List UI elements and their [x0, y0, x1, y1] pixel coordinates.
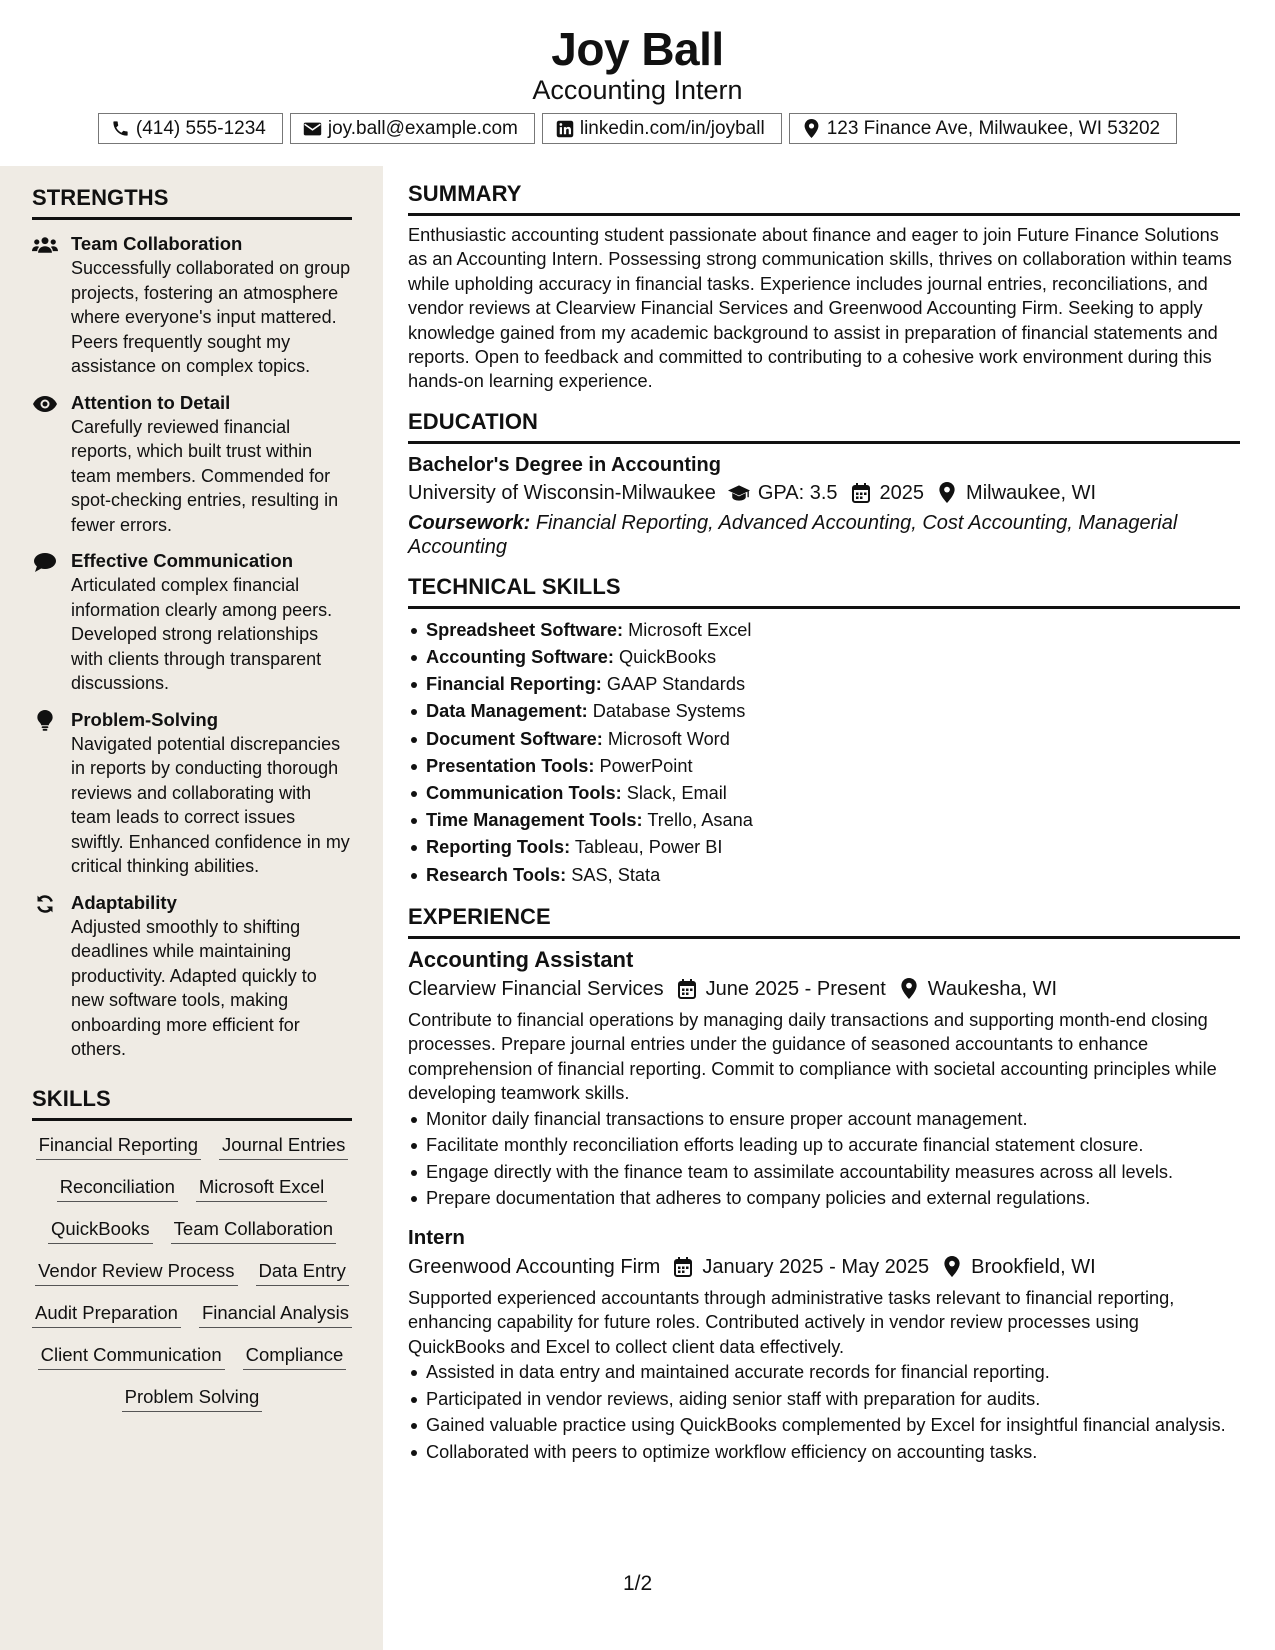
contact-address-text: 123 Finance Ave, Milwaukee, WI 53202	[826, 118, 1161, 139]
skill-value: Database Systems	[592, 701, 746, 722]
list-item	[408, 644, 1240, 671]
skill-value: QuickBooks	[619, 647, 717, 668]
skill-value: Tableau, Power BI	[574, 837, 723, 858]
strength-item	[32, 549, 352, 696]
contact-linkedin-text: linkedin.com/in/joyball	[579, 118, 765, 139]
skill-tag: Reconciliation	[57, 1175, 178, 1202]
contact-email-text: joy.ball@example.com	[327, 118, 518, 139]
summary-section	[408, 180, 1240, 394]
skill-label: Accounting Software:	[426, 647, 614, 668]
contact-bar	[0, 113, 1275, 144]
job-entry	[408, 1224, 1240, 1466]
strength-title: Effective Communication	[71, 550, 294, 571]
job-meta	[408, 974, 1240, 1004]
skill-value: Microsoft Word	[607, 728, 730, 749]
skill-label: Data Management:	[426, 701, 588, 722]
sidebar	[0, 166, 383, 1650]
contact-email[interactable]	[290, 113, 535, 144]
list-item: Facilitate monthly reconciliation efforts leading up to accurate financial statement closure.	[408, 1132, 1240, 1159]
map-pin-icon	[898, 978, 920, 1000]
skill-tag: QuickBooks	[48, 1217, 153, 1244]
eye-icon	[32, 394, 58, 414]
list-item: Collaborated with peers to optimize workflow efficiency on accounting tasks.	[408, 1439, 1240, 1466]
envelope-icon	[303, 119, 323, 139]
job-description: Supported experienced accountants through administrative tasks relevant to financial reporting, enhancing capability for future roles. Contributed actively in vendor review processes using QuickBooks and Excel to collect client data effectively.	[408, 1287, 1175, 1357]
skills-list	[32, 1133, 352, 1412]
skill-label: Document Software:	[426, 728, 603, 749]
calendar-icon	[676, 978, 698, 1000]
list-item	[408, 862, 1240, 889]
skill-tag: Microsoft Excel	[196, 1175, 327, 1202]
calendar-icon	[672, 1256, 694, 1278]
skill-tag: Vendor Review Process	[35, 1259, 237, 1286]
summary-text: Enthusiastic accounting student passionate about finance and eager to join Future Finance Solutions as an Accounting Intern. Possessing strong communication skills, thrives on collaboration within teams while upholding accuracy in financial tasks. Experience includes journal entries, reconciliations, and vendor reviews at Clearview Financial Services and Greenwood Accounting Firm. Seeking to apply knowledge gained from my academic background to assist in preparation of financial statements and reports. Open to feedback and committed to contributing to a cohesive work environment during this hands-on learning experience.	[408, 225, 1232, 392]
strength-item	[32, 891, 352, 1062]
job-bullets	[408, 1106, 1240, 1212]
summary-heading: SUMMARY	[408, 180, 1240, 216]
degree-title: Bachelor's Degree in Accounting	[408, 453, 721, 476]
skill-value: Slack, Email	[626, 783, 727, 804]
skill-label: Research Tools:	[426, 864, 567, 885]
phone-icon	[111, 119, 131, 139]
skill-tag: Client Communication	[38, 1343, 225, 1370]
experience-section	[408, 903, 1240, 1466]
coursework	[408, 511, 1240, 559]
strength-item	[32, 232, 352, 379]
skill-label: Communication Tools:	[426, 783, 622, 804]
lightbulb-icon	[32, 711, 58, 731]
contact-phone-text: (414) 555-1234	[135, 118, 266, 139]
coursework-label: Coursework:	[408, 511, 531, 534]
contact-address[interactable]	[789, 113, 1177, 144]
calendar-icon	[850, 482, 872, 504]
list-item	[408, 698, 1240, 725]
speech-bubble-icon	[32, 552, 58, 572]
map-pin-icon	[802, 119, 822, 139]
list-item: Gained valuable practice using QuickBooks complemented by Excel for insightful financial analysis.	[408, 1412, 1240, 1439]
skill-label: Reporting Tools:	[426, 837, 571, 858]
skill-value: Trello, Asana	[647, 810, 753, 831]
strength-description: Carefully reviewed financial reports, which built trust within team members. Commended for spot-checking entries, resulting in fewer errors.	[71, 416, 339, 535]
skill-tag: Compliance	[243, 1343, 347, 1370]
education-section	[408, 408, 1240, 559]
list-item: Engage directly with the finance team to assimilate accountability measures across all levels.	[408, 1159, 1240, 1186]
job-description: Contribute to financial operations by managing daily transactions and supporting month-end closing processes. Prepare journal entries under the guidance of seasoned accountants to enhance comprehension of financial reporting. Commit to compliance with societal accounting principles while developing teamwork skills.	[408, 1009, 1217, 1104]
list-item	[408, 617, 1240, 644]
technical-skills-heading: TECHNICAL SKILLS	[408, 573, 1240, 609]
job-location: Waukesha, WI	[927, 977, 1058, 1000]
job-bullets	[408, 1359, 1240, 1466]
skill-value: GAAP Standards	[606, 674, 746, 695]
skill-value: SAS, Stata	[571, 864, 661, 885]
coursework-list: Financial Reporting, Advanced Accounting, Cost Accounting, Managerial Accounting	[408, 511, 1178, 558]
strength-title: Adaptability	[71, 891, 177, 913]
list-item: Prepare documentation that adheres to company policies and external regulations.	[408, 1185, 1240, 1212]
users-icon	[32, 235, 58, 255]
experience-heading: EXPERIENCE	[408, 903, 1240, 939]
graduation-cap-icon	[728, 482, 750, 504]
school-name: University of Wisconsin-Milwaukee	[408, 481, 716, 504]
list-item	[408, 671, 1240, 698]
strength-description: Adjusted smoothly to shifting deadlines while maintaining productivity. Adapted quickly to new software tools, making onboarding more efficient for others.	[71, 916, 317, 1059]
list-item	[408, 807, 1240, 834]
map-pin-icon	[941, 1256, 963, 1278]
list-item: Participated in vendor reviews, aiding senior staff with preparation for audits.	[408, 1386, 1240, 1413]
resume-header	[0, 0, 1275, 166]
skill-tag: Financial Analysis	[199, 1301, 352, 1328]
skill-tag: Problem Solving	[122, 1385, 263, 1412]
skill-tag: Data Entry	[256, 1259, 349, 1286]
strengths-heading: STRENGTHS	[32, 184, 352, 220]
main-content	[408, 180, 1240, 1480]
map-pin-icon	[936, 482, 958, 504]
list-item	[408, 726, 1240, 753]
strength-title: Attention to Detail	[71, 391, 231, 413]
education-meta	[408, 478, 1240, 508]
job-title: Accounting Assistant	[408, 946, 634, 972]
skill-label: Presentation Tools:	[426, 755, 595, 776]
candidate-name: Joy Ball	[551, 23, 724, 75]
job-location: Brookfield, WI	[971, 1255, 1096, 1278]
technical-skills-list	[408, 617, 1240, 889]
job-dates: June 2025 - Present	[705, 977, 886, 1000]
list-item	[408, 780, 1240, 807]
skill-label: Time Management Tools:	[426, 810, 643, 831]
gpa: GPA: 3.5	[757, 481, 838, 504]
graduation-year: 2025	[879, 481, 925, 504]
school-location: Milwaukee, WI	[966, 481, 1097, 504]
skill-tag: Audit Preparation	[32, 1301, 181, 1328]
candidate-role: Accounting Intern	[532, 75, 743, 105]
strength-item	[32, 391, 352, 538]
list-item	[408, 834, 1240, 861]
skill-tag: Team Collaboration	[171, 1217, 336, 1244]
skill-value: Microsoft Excel	[628, 619, 752, 640]
strength-title: Team Collaboration	[71, 233, 243, 254]
technical-skills-section	[408, 573, 1240, 889]
education-heading: EDUCATION	[408, 408, 1240, 444]
refresh-icon	[32, 894, 58, 914]
company-name: Clearview Financial Services	[408, 977, 664, 1000]
skill-tag: Journal Entries	[219, 1133, 348, 1160]
strength-description: Navigated potential discrepancies in reports by conducting thorough reviews and collaborating with team leads to correct issues swiftly. Enhanced confidence in my critical thinking abilities.	[71, 733, 350, 876]
strength-title: Problem-Solving	[71, 708, 218, 730]
job-title: Intern	[408, 1225, 465, 1249]
contact-linkedin[interactable]	[542, 113, 782, 144]
skills-heading: SKILLS	[32, 1085, 352, 1121]
job-entry	[408, 946, 1240, 1212]
list-item: Monitor daily financial transactions to ensure proper account management.	[408, 1106, 1240, 1133]
skill-label: Financial Reporting:	[426, 674, 602, 695]
strength-description: Articulated complex financial information clearly among peers. Developed strong relationships with clients through transparent discussions.	[71, 575, 333, 693]
contact-phone[interactable]	[98, 113, 283, 144]
skill-tag: Financial Reporting	[36, 1133, 201, 1160]
skill-label: Spreadsheet Software:	[426, 619, 624, 640]
company-name: Greenwood Accounting Firm	[408, 1255, 661, 1278]
linkedin-icon	[555, 119, 575, 139]
skill-value: PowerPoint	[599, 755, 693, 776]
strength-item	[32, 708, 352, 879]
list-item: Assisted in data entry and maintained accurate records for financial reporting.	[408, 1359, 1240, 1386]
strength-description: Successfully collaborated on group projects, fostering an atmosphere where everyone's input mattered. Peers frequently sought my assistance on complex topics.	[71, 258, 351, 376]
page-number: 1/2	[623, 1572, 653, 1595]
job-meta	[408, 1252, 1240, 1282]
job-dates: January 2025 - May 2025	[702, 1255, 930, 1278]
list-item	[408, 753, 1240, 780]
